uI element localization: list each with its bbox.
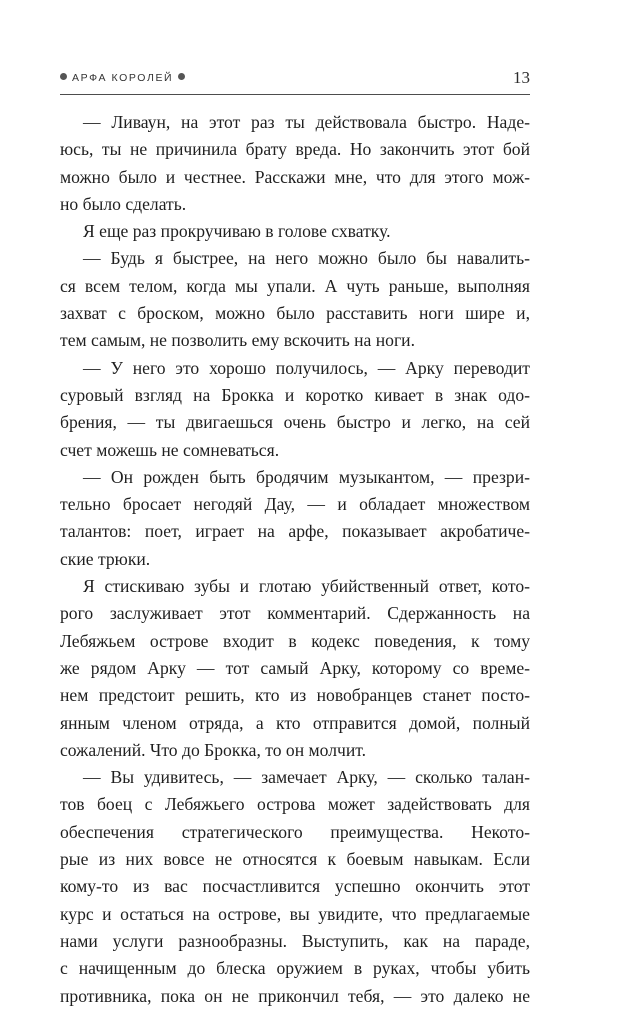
text-line: — У него это хорошо получилось, — Арку переводит <box>83 357 530 378</box>
text-line: юсь, ты не причинила брату вреда. Но закончить этот бой <box>60 139 530 160</box>
text-line: курс и остаться на острове, вы увидите, что предлагаемые <box>60 903 530 924</box>
page-header <box>60 70 530 92</box>
text-line: тем самым, не позволить ему вскочить на ноги. <box>60 330 415 351</box>
text-line: — Он рожден быть бродячим музыкантом, — презри- <box>83 466 530 487</box>
text-line: захват с броском, можно было расставить ноги шире и, <box>60 303 530 324</box>
running-head <box>60 72 185 84</box>
text-line: Я стискиваю зубы и глотаю убийственный ответ, кото- <box>83 576 530 597</box>
text-line: талантов: поет, играет на арфе, показывает акробатиче- <box>60 521 530 542</box>
text-line: кому-то из вас посчастливится успешно окончить этот <box>60 876 530 897</box>
text-line: — Вы удивитесь, — замечает Арку, — сколько талан- <box>83 767 530 788</box>
text-line: Я еще раз прокручиваю в голове схватку. <box>83 221 391 242</box>
text-line: но было сделать. <box>60 193 187 214</box>
text-line: противника, пока он не прикончил тебя, — это далеко не <box>60 985 530 1006</box>
text-line: — Будь я быстрее, на него можно было бы навалить- <box>83 248 530 269</box>
text-line: счет можешь не сомневаться. <box>60 439 280 460</box>
text-line: рые из них вовсе не относятся к боевым навыкам. Если <box>60 849 530 870</box>
text-line: брения, — ты двигаешься очень быстро и легко, на сей <box>60 412 530 433</box>
text-line: Лебяжьем острове входит в кодекс поведения, к тому <box>60 630 530 651</box>
bullet-ornament-icon <box>60 73 67 80</box>
text-line: янным членом отряда, а кто отправится домой, полный <box>60 712 530 733</box>
running-head-title: АРФА КОРОЛЕЙ <box>72 72 174 84</box>
text-line: же рядом Арку — тот самый Арку, которому со време- <box>60 657 530 678</box>
body-text <box>60 109 530 1010</box>
text-line: нем предстоит решить, кто из новобранцев станет посто- <box>60 685 530 706</box>
text-line: тов боец с Лебяжьего острова может задействовать для <box>60 794 530 815</box>
text-line: ся всем телом, когда мы упали. А чуть раньше, выполняя <box>60 275 530 296</box>
text-line: тельно бросает негодяй Дау, — и обладает множеством <box>60 494 530 515</box>
text-line: обеспечения стратегического преимущества. Некото- <box>60 821 530 842</box>
text-line: ские трюки. <box>60 548 151 569</box>
text-line: с начищенным до блеска оружием в руках, чтобы убить <box>60 958 530 979</box>
text-line: можно было и честнее. Расскажи мне, что для этого мож- <box>60 166 530 187</box>
header-rule <box>60 94 530 95</box>
text-line: нами услуги разнообразны. Выступить, как на параде, <box>60 930 530 951</box>
page-number: 13 <box>513 68 530 87</box>
text-line: рого заслуживает этот комментарий. Сдержанность на <box>60 603 530 624</box>
bullet-ornament-icon <box>178 73 185 80</box>
text-line: — Ливаун, на этот раз ты действовала быстро. Наде- <box>83 112 530 132</box>
text-line: сожалений. Что до Брокка, то он молчит. <box>60 739 367 760</box>
text-line: суровый взгляд на Брокка и коротко кивает в знак одо- <box>60 384 530 405</box>
